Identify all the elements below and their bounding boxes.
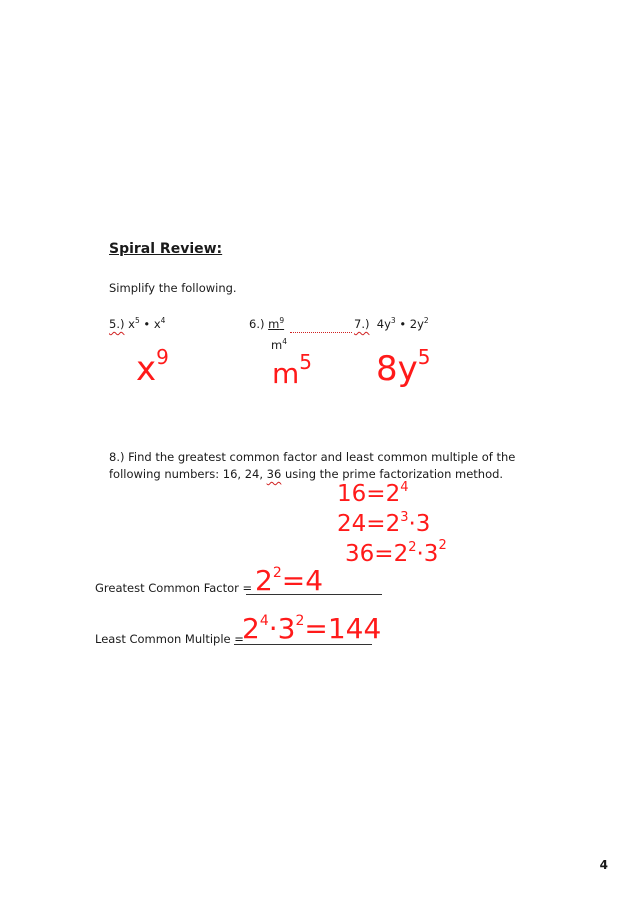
- term-exponent: 4: [282, 337, 287, 346]
- term-exponent: 3: [390, 316, 396, 325]
- lcm-label: Least Common Multiple =: [95, 632, 244, 646]
- annotation-underline: [290, 332, 352, 333]
- factorization-16: $16=2^4$: [337, 480, 409, 507]
- gcf-label: Greatest Common Factor =: [95, 581, 253, 595]
- section-title: Spiral Review:: [109, 241, 223, 257]
- term-base: x: [128, 317, 135, 331]
- instructions: Simplify the following.: [109, 281, 237, 295]
- term-exponent: 9: [279, 316, 285, 325]
- problem-number: 5.): [109, 317, 125, 331]
- gcf-answer: $2^2=4$: [255, 564, 324, 597]
- answer-base: 8y: [376, 349, 418, 389]
- answer-base: x: [136, 349, 157, 389]
- factorization-24: $24=2^3\cdot 3$: [337, 510, 431, 537]
- operator: •: [143, 317, 151, 331]
- problem-number: 6.): [249, 317, 265, 331]
- problem-number: 7.): [354, 317, 370, 331]
- term-base: 4y: [376, 317, 391, 331]
- term-base: m: [268, 317, 280, 331]
- term-base: 2y: [409, 317, 424, 331]
- question-8: [109, 449, 515, 483]
- answer-exponent: 5: [299, 350, 313, 374]
- answer-7: [376, 345, 431, 389]
- term-base: m: [271, 338, 283, 352]
- factorization-36: $36=2^2\cdot 3^2$: [345, 538, 447, 567]
- numerator: [268, 317, 284, 331]
- term-exponent: 5: [134, 316, 140, 325]
- answer-exponent: 9: [156, 345, 169, 369]
- problem-7: [354, 317, 429, 331]
- term-exponent: 2: [423, 316, 429, 325]
- answer-5: [136, 345, 169, 389]
- answer-6: [272, 350, 312, 390]
- term-exponent: 4: [160, 316, 166, 325]
- answer-base: m: [272, 357, 300, 390]
- lcm-answer: $2^4\cdot 3^2=144$: [242, 612, 382, 645]
- page-number: 4: [599, 858, 608, 872]
- answer-exponent: 5: [417, 345, 431, 369]
- operator: •: [399, 317, 407, 331]
- question-line: following numbers: 16, 24, 36 using the prime factorization method.: [109, 467, 504, 481]
- problem-6: [249, 317, 284, 331]
- question-line: 8.) Find the greatest common factor and least common multiple of the: [109, 450, 516, 464]
- term-base: x: [153, 317, 161, 331]
- problem-5: [109, 317, 165, 331]
